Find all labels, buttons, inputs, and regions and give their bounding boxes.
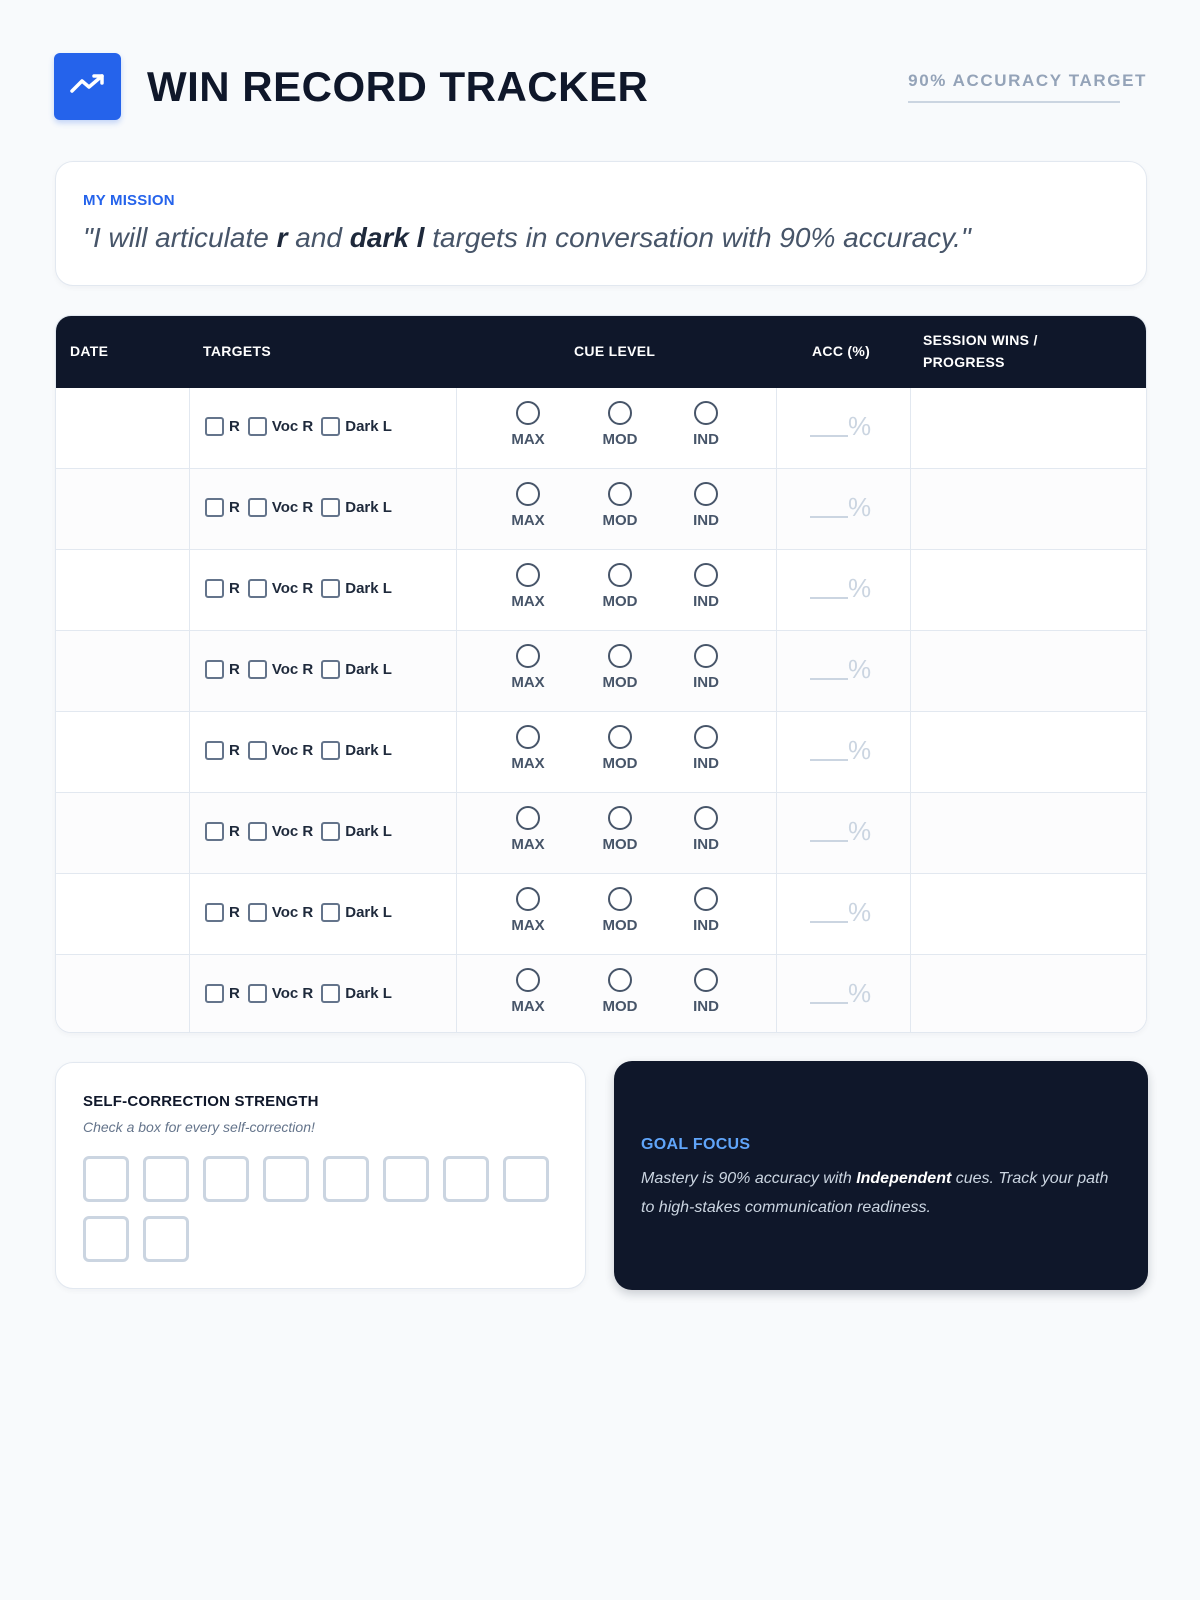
cue-label: IND [693, 593, 719, 610]
target-label: Dark L [345, 823, 392, 840]
target-checkbox[interactable] [321, 417, 340, 436]
cue-option[interactable] [503, 563, 553, 611]
cue-option[interactable] [503, 482, 553, 530]
cue-option[interactable] [595, 887, 645, 935]
session-wins-cell[interactable] [911, 550, 1147, 630]
cue-label: MAX [511, 836, 545, 853]
percent-sign: % [848, 978, 872, 1008]
target-checkboxes [205, 822, 400, 841]
cue-option[interactable] [503, 644, 553, 692]
cue-radio[interactable] [516, 482, 540, 506]
self-correction-subtitle: Check a box for every self-correction! [83, 1119, 315, 1135]
cue-option[interactable] [681, 644, 731, 692]
percent-sign: % [848, 654, 872, 684]
cue-label: MOD [602, 593, 638, 610]
cue-level-cell [457, 874, 777, 954]
target-checkbox[interactable] [205, 822, 224, 841]
cue-option[interactable] [681, 725, 731, 773]
target-label: Dark L [345, 418, 392, 435]
targets-cell [190, 955, 457, 1033]
cue-option[interactable] [503, 401, 553, 449]
cue-radio[interactable] [608, 806, 632, 830]
session-table [55, 315, 1147, 1033]
cue-radio[interactable] [694, 725, 718, 749]
cue-level-cell [457, 793, 777, 873]
accuracy-cell[interactable] [777, 469, 911, 549]
target-label: R [229, 823, 240, 840]
cue-option[interactable] [595, 563, 645, 611]
session-wins-cell[interactable] [911, 469, 1147, 549]
cue-label: IND [693, 512, 719, 529]
self-correction-checkbox[interactable] [503, 1156, 549, 1202]
mission-label: MY MISSION [83, 192, 175, 209]
page-title: WIN RECORD TRACKER [147, 63, 649, 110]
target-label: Voc R [271, 742, 314, 759]
self-correction-title: SELF-CORRECTION STRENGTH [83, 1093, 319, 1110]
quote-dark-l: dark l [349, 222, 425, 253]
percent-sign: % [848, 897, 872, 927]
percent-sign: % [848, 816, 872, 846]
cue-radio[interactable] [694, 806, 718, 830]
target-checkbox[interactable] [248, 741, 267, 760]
header-session-wins: SESSION WINS / PROGRESS [923, 332, 1038, 370]
target-checkboxes [205, 660, 400, 679]
session-wins-cell[interactable] [911, 388, 1147, 468]
self-correction-checkbox[interactable] [143, 1156, 189, 1202]
cue-option[interactable] [503, 887, 553, 935]
header-cue-level: CUE LEVEL [574, 343, 656, 359]
session-wins-cell[interactable] [911, 631, 1147, 711]
cue-radio[interactable] [516, 725, 540, 749]
cue-radio[interactable] [608, 887, 632, 911]
targets-cell [190, 712, 457, 792]
accuracy-cell[interactable] [777, 631, 911, 711]
session-wins-cell[interactable] [911, 712, 1147, 792]
target-checkboxes [205, 741, 400, 760]
cue-option[interactable] [595, 401, 645, 449]
trending-up-icon [69, 72, 107, 101]
session-wins-cell[interactable] [911, 793, 1147, 873]
target-label: Dark L [345, 904, 392, 921]
percent-sign: % [848, 735, 872, 765]
cue-option[interactable] [681, 563, 731, 611]
accuracy-blank-line [810, 921, 848, 923]
cue-label: IND [693, 998, 719, 1015]
percent-sign: % [848, 573, 872, 603]
target-checkboxes [205, 903, 400, 922]
target-label: Voc R [271, 499, 314, 516]
cue-option[interactable] [503, 806, 553, 854]
targets-cell [190, 388, 457, 468]
cue-label: MAX [511, 593, 545, 610]
cue-radio[interactable] [516, 968, 540, 992]
cue-radio[interactable] [694, 644, 718, 668]
target-checkboxes [205, 498, 400, 517]
cue-label: MOD [602, 431, 638, 448]
accuracy-cell[interactable] [777, 874, 911, 954]
target-checkbox[interactable] [205, 498, 224, 517]
self-correction-checkbox[interactable] [83, 1156, 129, 1202]
accuracy-cell[interactable] [777, 793, 911, 873]
accuracy-entry [810, 411, 871, 441]
date-cell[interactable] [56, 874, 190, 954]
accuracy-entry [810, 492, 871, 522]
cue-option[interactable] [595, 806, 645, 854]
cue-label: MAX [511, 431, 545, 448]
cue-radio[interactable] [516, 401, 540, 425]
date-cell[interactable] [56, 388, 190, 468]
target-label: R [229, 418, 240, 435]
cue-level-cell [457, 955, 777, 1033]
targets-cell [190, 550, 457, 630]
quote-r: r [276, 222, 288, 253]
cue-label: MAX [511, 512, 545, 529]
target-checkbox[interactable] [321, 822, 340, 841]
goal-text-start: Mastery is 90% accuracy with [641, 1170, 857, 1187]
cue-radio[interactable] [694, 563, 718, 587]
cue-label: IND [693, 431, 719, 448]
page-header [54, 53, 1147, 121]
cue-label: MOD [602, 755, 638, 772]
self-correction-card [55, 1062, 586, 1289]
target-label: Voc R [271, 580, 314, 597]
cue-radio[interactable] [516, 563, 540, 587]
cue-level-cell [457, 388, 777, 468]
self-correction-checkbox[interactable] [203, 1156, 249, 1202]
date-cell[interactable] [56, 793, 190, 873]
date-cell[interactable] [56, 469, 190, 549]
cue-label: MAX [511, 998, 545, 1015]
target-label: Voc R [271, 823, 314, 840]
target-checkboxes [205, 984, 400, 1003]
cue-label: MOD [602, 917, 638, 934]
accuracy-cell[interactable] [777, 712, 911, 792]
cue-radio[interactable] [694, 968, 718, 992]
accuracy-entry [810, 897, 871, 927]
cue-option[interactable] [595, 725, 645, 773]
target-checkbox[interactable] [205, 984, 224, 1003]
target-checkbox[interactable] [321, 903, 340, 922]
target-checkbox[interactable] [205, 579, 224, 598]
target-checkbox[interactable] [248, 984, 267, 1003]
cue-radio[interactable] [608, 968, 632, 992]
cue-option[interactable] [681, 401, 731, 449]
accuracy-blank-line [810, 435, 848, 437]
cue-option[interactable] [595, 968, 645, 1016]
self-correction-checkbox[interactable] [443, 1156, 489, 1202]
cue-option[interactable] [595, 644, 645, 692]
cue-label: MAX [511, 917, 545, 934]
target-checkbox[interactable] [248, 498, 267, 517]
table-row [56, 955, 1147, 1033]
table-row [56, 388, 1147, 469]
target-checkbox[interactable] [321, 741, 340, 760]
cue-radio[interactable] [608, 482, 632, 506]
goal-focus-card [614, 1061, 1148, 1290]
target-checkbox[interactable] [248, 822, 267, 841]
accuracy-blank-line [810, 840, 848, 842]
cue-option[interactable] [681, 968, 731, 1016]
quote-and: and [287, 222, 350, 253]
target-checkbox[interactable] [205, 741, 224, 760]
target-label: R [229, 742, 240, 759]
target-label: Voc R [271, 661, 314, 678]
accuracy-cell[interactable] [777, 955, 911, 1033]
cue-level-cell [457, 469, 777, 549]
accuracy-entry [810, 573, 871, 603]
target-checkbox[interactable] [248, 417, 267, 436]
targets-cell [190, 469, 457, 549]
table-body [56, 388, 1147, 1033]
table-row [56, 550, 1147, 631]
targets-cell [190, 631, 457, 711]
target-checkbox[interactable] [321, 984, 340, 1003]
table-header [56, 316, 1147, 388]
target-checkbox[interactable] [248, 903, 267, 922]
cue-label: MOD [602, 998, 638, 1015]
cue-radio[interactable] [516, 644, 540, 668]
date-cell[interactable] [56, 550, 190, 630]
target-label: R [229, 580, 240, 597]
cue-label: MOD [602, 836, 638, 853]
self-correction-checkbox[interactable] [83, 1216, 129, 1262]
table-row [56, 874, 1147, 955]
date-cell[interactable] [56, 955, 190, 1033]
cue-radio[interactable] [694, 401, 718, 425]
target-checkbox[interactable] [321, 498, 340, 517]
table-row [56, 631, 1147, 712]
accuracy-blank-line [810, 1002, 848, 1004]
self-correction-boxes [83, 1156, 563, 1276]
table-row [56, 712, 1147, 793]
targets-cell [190, 874, 457, 954]
logo [54, 53, 121, 120]
cue-option[interactable] [503, 968, 553, 1016]
cue-option[interactable] [681, 887, 731, 935]
cue-radio[interactable] [516, 806, 540, 830]
quote-end: targets in conversation with 90% accuracy." [424, 222, 971, 253]
cue-option[interactable] [681, 806, 731, 854]
target-label: Dark L [345, 661, 392, 678]
accuracy-cell[interactable] [777, 388, 911, 468]
target-checkbox[interactable] [248, 660, 267, 679]
self-correction-checkbox[interactable] [263, 1156, 309, 1202]
cue-radio[interactable] [608, 725, 632, 749]
header-acc: ACC (%) [812, 343, 871, 359]
self-correction-checkbox[interactable] [323, 1156, 369, 1202]
target-checkboxes [205, 579, 400, 598]
cue-option[interactable] [595, 482, 645, 530]
cue-radio[interactable] [516, 887, 540, 911]
header-date: DATE [70, 343, 109, 359]
cue-label: MAX [511, 674, 545, 691]
target-label: R [229, 985, 240, 1002]
cue-level-cell [457, 712, 777, 792]
accuracy-blank-line [810, 759, 848, 761]
session-wins-cell[interactable] [911, 874, 1147, 954]
header-targets: TARGETS [203, 343, 271, 359]
target-label: Dark L [345, 499, 392, 516]
date-cell[interactable] [56, 631, 190, 711]
table-row [56, 793, 1147, 874]
accuracy-entry [810, 816, 871, 846]
cue-radio[interactable] [608, 563, 632, 587]
target-label: Dark L [345, 742, 392, 759]
target-checkboxes [205, 417, 400, 436]
goal-text-bold: Independent [856, 1170, 952, 1187]
cue-radio[interactable] [694, 887, 718, 911]
cue-radio[interactable] [608, 401, 632, 425]
cue-option[interactable] [503, 725, 553, 773]
date-cell[interactable] [56, 712, 190, 792]
cue-radio[interactable] [694, 482, 718, 506]
target-label: Voc R [271, 985, 314, 1002]
cue-level-cell [457, 550, 777, 630]
accuracy-entry [810, 978, 871, 1008]
quote-start: "I will articulate [83, 222, 277, 253]
target-checkbox[interactable] [205, 903, 224, 922]
accuracy-entry [810, 735, 871, 765]
targets-cell [190, 793, 457, 873]
cue-label: MOD [602, 512, 638, 529]
goal-text-end: cues. Track your path to high-stakes communication readiness. [641, 1170, 1109, 1216]
self-correction-checkbox[interactable] [383, 1156, 429, 1202]
accuracy-blank-line [810, 516, 848, 518]
cue-level-cell [457, 631, 777, 711]
target-underline [908, 101, 1120, 103]
cue-label: MOD [602, 674, 638, 691]
table-row [56, 469, 1147, 550]
cue-option[interactable] [681, 482, 731, 530]
percent-sign: % [848, 492, 872, 522]
accuracy-target-label: 90% ACCURACY TARGET [908, 71, 1147, 90]
target-label: R [229, 661, 240, 678]
cue-label: MAX [511, 755, 545, 772]
mission-quote [83, 222, 971, 254]
session-wins-cell[interactable] [911, 955, 1147, 1033]
goal-focus-text [641, 1164, 1111, 1222]
self-correction-checkbox[interactable] [143, 1216, 189, 1262]
mission-card [55, 161, 1147, 286]
accuracy-entry [810, 654, 871, 684]
target-checkbox[interactable] [321, 660, 340, 679]
cue-label: IND [693, 755, 719, 772]
cue-label: IND [693, 917, 719, 934]
target-checkbox[interactable] [248, 579, 267, 598]
target-label: R [229, 904, 240, 921]
accuracy-cell[interactable] [777, 550, 911, 630]
cue-radio[interactable] [608, 644, 632, 668]
target-label: Voc R [271, 904, 314, 921]
target-label: Dark L [345, 985, 392, 1002]
cue-label: IND [693, 836, 719, 853]
target-label: Voc R [271, 418, 314, 435]
accuracy-blank-line [810, 597, 848, 599]
goal-focus-title: GOAL FOCUS [641, 1136, 751, 1153]
target-checkbox[interactable] [321, 579, 340, 598]
target-label: Dark L [345, 580, 392, 597]
target-label: R [229, 499, 240, 516]
accuracy-blank-line [810, 678, 848, 680]
target-checkbox[interactable] [205, 417, 224, 436]
cue-label: IND [693, 674, 719, 691]
percent-sign: % [848, 411, 872, 441]
target-checkbox[interactable] [205, 660, 224, 679]
